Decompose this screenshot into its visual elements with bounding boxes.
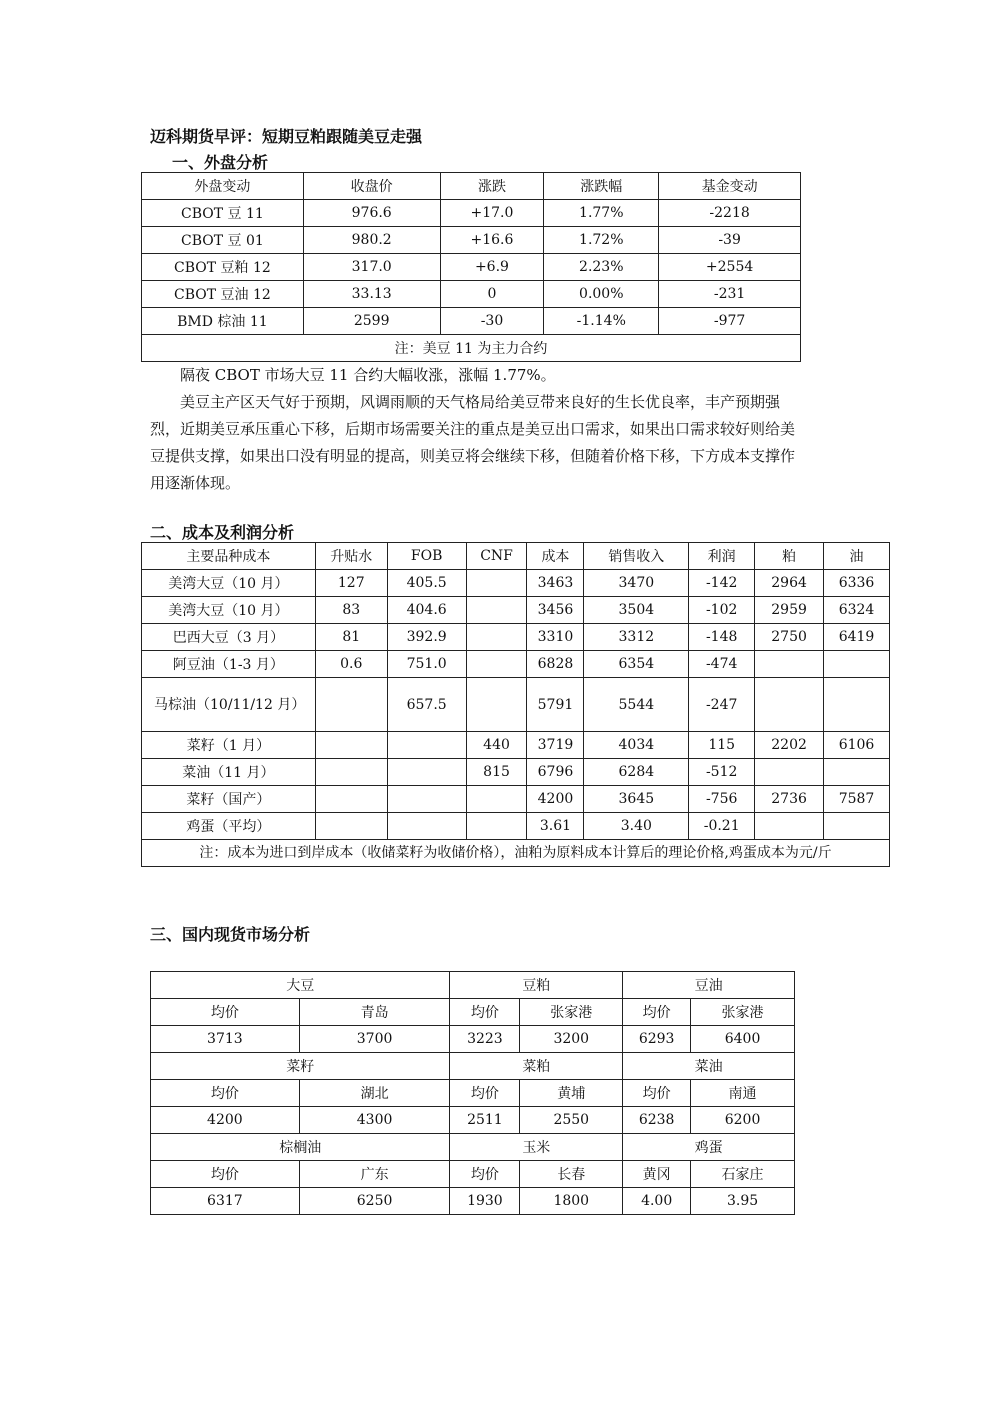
table-cell (466, 813, 527, 840)
table-cell: -512 (689, 759, 755, 786)
label-row (151, 1161, 795, 1188)
table-cell: 6250 (299, 1188, 450, 1215)
table-cell: 2964 (755, 570, 824, 597)
group-header: 豆油 (623, 972, 795, 999)
table-cell: +17.0 (440, 200, 544, 227)
group-row (151, 1134, 795, 1161)
column-header: 基金变动 (659, 173, 801, 200)
column-header: FOB (387, 543, 466, 570)
table-cell: 405.5 (387, 570, 466, 597)
column-header: CNF (466, 543, 527, 570)
table-note: 注：成本为进口到岸成本（收储菜籽为收储价格），油粕为原料成本计算后的理论价格,鸡蛋成本为元/斤 (142, 840, 890, 867)
table-cell: 2959 (755, 597, 824, 624)
table-cell: 980.2 (303, 227, 440, 254)
table-row (142, 624, 890, 651)
table-row (142, 759, 890, 786)
table-cell (466, 624, 527, 651)
table-cell (466, 786, 527, 813)
table-cell: 6354 (584, 651, 689, 678)
table-cell: -231 (659, 281, 801, 308)
group-row (151, 972, 795, 999)
overseas-market-table (141, 172, 801, 362)
table-row (142, 786, 890, 813)
table-cell: 阿豆油（1-3 月） (142, 651, 316, 678)
group-header: 玉米 (450, 1134, 623, 1161)
table-cell: 83 (315, 597, 387, 624)
table-cell: 3719 (527, 732, 584, 759)
table-cell: -30 (440, 308, 544, 335)
table-cell: +6.9 (440, 254, 544, 281)
table-cell (755, 759, 824, 786)
table-cell: 广东 (299, 1161, 450, 1188)
table-cell (755, 678, 824, 732)
table-row (142, 200, 801, 227)
table-note-row (142, 840, 890, 867)
table-cell: 3200 (520, 1026, 623, 1053)
group-header: 菜籽 (151, 1053, 450, 1080)
table-cell: 1800 (520, 1188, 623, 1215)
table-cell: CBOT 豆 11 (142, 200, 304, 227)
cost-profit-table (141, 542, 890, 867)
table-cell (387, 732, 466, 759)
table-cell: 6284 (584, 759, 689, 786)
table-cell: 404.6 (387, 597, 466, 624)
table-cell: -1.14% (544, 308, 659, 335)
table-cell: 3470 (584, 570, 689, 597)
table-cell (315, 813, 387, 840)
table-cell: -148 (689, 624, 755, 651)
table-cell: 3.40 (584, 813, 689, 840)
table-cell: 3.95 (691, 1188, 795, 1215)
table-cell: 2.23% (544, 254, 659, 281)
table-cell: 6796 (527, 759, 584, 786)
table-cell: 3645 (584, 786, 689, 813)
table-row (142, 254, 801, 281)
table-cell: BMD 棕油 11 (142, 308, 304, 335)
table-cell: +16.6 (440, 227, 544, 254)
table-cell: -0.21 (689, 813, 755, 840)
table-cell: 3.61 (527, 813, 584, 840)
table-cell: 3700 (299, 1026, 450, 1053)
section1-heading: 一、外盘分析 (172, 153, 269, 172)
table-cell: 1.72% (544, 227, 659, 254)
table-cell: 均价 (623, 1080, 691, 1107)
table-cell: 3463 (527, 570, 584, 597)
spot-market-table (150, 971, 795, 1215)
table-cell: 湖北 (299, 1080, 450, 1107)
table-cell: 美湾大豆（10 月） (142, 570, 316, 597)
table-cell (315, 678, 387, 732)
table-row (142, 308, 801, 335)
column-header: 外盘变动 (142, 173, 304, 200)
table-cell: 33.13 (303, 281, 440, 308)
table-cell: 均价 (151, 1080, 300, 1107)
report-title: 迈科期货早评：短期豆粕跟随美豆走强 (150, 127, 423, 146)
table-cell (315, 732, 387, 759)
group-header: 菜粕 (450, 1053, 623, 1080)
table-cell: 3456 (527, 597, 584, 624)
value-row (151, 1188, 795, 1215)
table-cell: 5791 (527, 678, 584, 732)
table-cell: 2599 (303, 308, 440, 335)
table-cell (387, 759, 466, 786)
table-cell: -2218 (659, 200, 801, 227)
table-cell: 7587 (824, 786, 890, 813)
value-row (151, 1107, 795, 1134)
table-cell: -474 (689, 651, 755, 678)
column-header: 粕 (755, 543, 824, 570)
table-note: 注：美豆 11 为主力合约 (142, 335, 801, 362)
table-cell: 4.00 (623, 1188, 691, 1215)
table-cell: 均价 (151, 1161, 300, 1188)
table-row (142, 678, 890, 732)
table-cell: -102 (689, 597, 755, 624)
table-cell: 张家港 (691, 999, 795, 1026)
value-row (151, 1026, 795, 1053)
group-header: 鸡蛋 (623, 1134, 795, 1161)
table-cell (387, 813, 466, 840)
table-cell: 657.5 (387, 678, 466, 732)
column-header: 升贴水 (315, 543, 387, 570)
table-cell: 317.0 (303, 254, 440, 281)
table-cell: 751.0 (387, 651, 466, 678)
group-header: 豆粕 (450, 972, 623, 999)
table-cell: +2554 (659, 254, 801, 281)
paragraph: 美豆主产区天气好于预期，风调雨顺的天气格局给美豆带来良好的生长优良率，丰产预期强烈，近期美豆承压重心下移，后期市场需要关注的重点是美豆出口需求，如果出口需求较好则给美豆提供支撑，如果出口没有明显的提高，则美豆将会继续下移，但随着价格下移，下方成本支撑作用逐渐体现。 (150, 393, 796, 492)
table-cell: 0.00% (544, 281, 659, 308)
table-cell (824, 759, 890, 786)
column-header: 涨跌 (440, 173, 544, 200)
table-cell: 美湾大豆（10 月） (142, 597, 316, 624)
table-cell: 6828 (527, 651, 584, 678)
table-cell: 115 (689, 732, 755, 759)
table-cell: 6336 (824, 570, 890, 597)
table-cell: -247 (689, 678, 755, 732)
table-cell: 菜油（11 月） (142, 759, 316, 786)
table-cell: 81 (315, 624, 387, 651)
table-cell: 3504 (584, 597, 689, 624)
table-cell (466, 597, 527, 624)
table-cell: 4300 (299, 1107, 450, 1134)
table-cell: 长春 (520, 1161, 623, 1188)
table-cell (387, 786, 466, 813)
table-cell: 鸡蛋（平均） (142, 813, 316, 840)
table-cell: 6419 (824, 624, 890, 651)
table-cell: CBOT 豆粕 12 (142, 254, 304, 281)
table-cell: 392.9 (387, 624, 466, 651)
table-header-row (142, 543, 890, 570)
table-cell: 127 (315, 570, 387, 597)
group-header: 大豆 (151, 972, 450, 999)
table-cell: 6324 (824, 597, 890, 624)
table-row (142, 281, 801, 308)
group-row (151, 1053, 795, 1080)
table-cell: 6238 (623, 1107, 691, 1134)
table-cell: 2202 (755, 732, 824, 759)
table-cell: CBOT 豆 01 (142, 227, 304, 254)
table-cell: 6293 (623, 1026, 691, 1053)
table-cell: 1.77% (544, 200, 659, 227)
table-header-row (142, 173, 801, 200)
table-cell: 4200 (151, 1107, 300, 1134)
group-header: 菜油 (623, 1053, 795, 1080)
table-cell: -756 (689, 786, 755, 813)
table-cell (466, 678, 527, 732)
table-cell: 巴西大豆（3 月） (142, 624, 316, 651)
table-cell: 3223 (450, 1026, 520, 1053)
table-cell: 均价 (450, 1080, 520, 1107)
table-cell (824, 813, 890, 840)
table-cell (315, 786, 387, 813)
table-cell: 均价 (450, 1161, 520, 1188)
paragraph: 隔夜 CBOT 市场大豆 11 合约大幅收涨，涨幅 1.77%。 (180, 366, 556, 384)
table-cell (755, 813, 824, 840)
table-cell: 2750 (755, 624, 824, 651)
table-cell: 6106 (824, 732, 890, 759)
table-cell (824, 678, 890, 732)
table-cell: 黄埔 (520, 1080, 623, 1107)
table-cell: 2511 (450, 1107, 520, 1134)
table-note-row (142, 335, 801, 362)
table-cell: 4034 (584, 732, 689, 759)
table-cell: 3310 (527, 624, 584, 651)
column-header: 成本 (527, 543, 584, 570)
table-cell: 石家庄 (691, 1161, 795, 1188)
table-row (142, 597, 890, 624)
table-cell: 张家港 (520, 999, 623, 1026)
table-cell: 815 (466, 759, 527, 786)
table-cell: 5544 (584, 678, 689, 732)
table-cell: 马棕油（10/11/12 月） (142, 678, 316, 732)
section2-heading: 二、成本及利润分析 (150, 523, 295, 542)
table-row (142, 813, 890, 840)
table-cell (755, 651, 824, 678)
column-header: 涨跌幅 (544, 173, 659, 200)
table-cell: 4200 (527, 786, 584, 813)
section3-heading: 三、国内现货市场分析 (150, 925, 311, 944)
table-cell: 菜籽（1 月） (142, 732, 316, 759)
table-cell: 菜籽（国产） (142, 786, 316, 813)
table-row (142, 227, 801, 254)
table-cell: 南通 (691, 1080, 795, 1107)
table-cell: 均价 (450, 999, 520, 1026)
column-header: 利润 (689, 543, 755, 570)
table-cell: -39 (659, 227, 801, 254)
table-row (142, 732, 890, 759)
table-cell: 3312 (584, 624, 689, 651)
table-cell: 黄冈 (623, 1161, 691, 1188)
table-cell: 2550 (520, 1107, 623, 1134)
table-cell: 0 (440, 281, 544, 308)
column-header: 收盘价 (303, 173, 440, 200)
table-cell: 6200 (691, 1107, 795, 1134)
column-header: 销售收入 (584, 543, 689, 570)
table-cell: 均价 (151, 999, 300, 1026)
table-row (142, 651, 890, 678)
label-row (151, 1080, 795, 1107)
table-cell (466, 570, 527, 597)
table-cell (315, 759, 387, 786)
table-cell: 976.6 (303, 200, 440, 227)
table-cell: 0.6 (315, 651, 387, 678)
table-cell: -142 (689, 570, 755, 597)
table-cell: CBOT 豆油 12 (142, 281, 304, 308)
table-cell: 青岛 (299, 999, 450, 1026)
table-cell: -977 (659, 308, 801, 335)
table-cell: 6400 (691, 1026, 795, 1053)
table-cell (466, 651, 527, 678)
analysis-text (150, 362, 800, 497)
table-cell: 均价 (623, 999, 691, 1026)
table-cell (824, 651, 890, 678)
table-cell: 6317 (151, 1188, 300, 1215)
label-row (151, 999, 795, 1026)
column-header: 油 (824, 543, 890, 570)
table-cell: 440 (466, 732, 527, 759)
table-cell: 2736 (755, 786, 824, 813)
table-cell: 1930 (450, 1188, 520, 1215)
table-cell: 3713 (151, 1026, 300, 1053)
column-header: 主要品种成本 (142, 543, 316, 570)
table-row (142, 570, 890, 597)
group-header: 棕榈油 (151, 1134, 450, 1161)
